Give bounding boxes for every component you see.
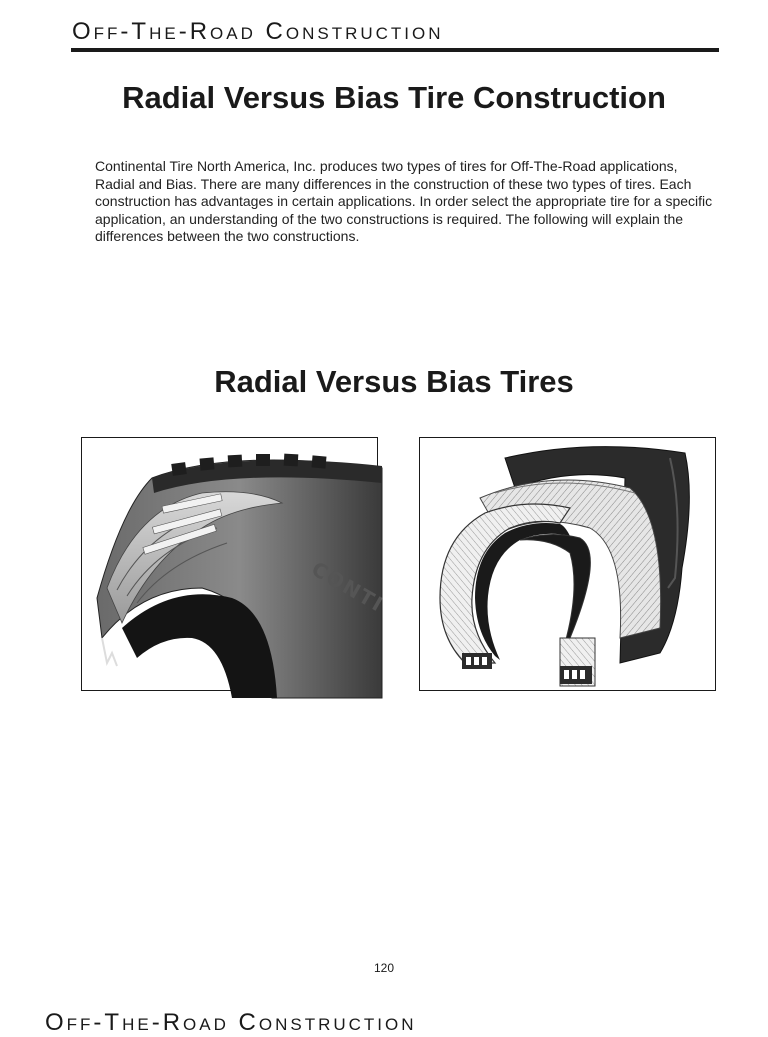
bias-tire-illustration (420, 438, 715, 690)
page-number: 120 (373, 961, 395, 975)
bead-bundle-right (560, 638, 595, 686)
footer-title: Off-The-Road Construction (45, 1009, 417, 1036)
document-title: Radial Versus Bias Tire Construction (122, 80, 666, 115)
header-title: Off-The-Road Construction (72, 18, 444, 45)
page-header (71, 16, 719, 52)
sidewall-lettering: CONTI (307, 556, 389, 618)
intro-paragraph: Continental Tire North America, Inc. produces two types of tires for Off-The-Road applications, Radial and Bias. There are many differences in the construction of these two types of tires. Each construction has advantages in certain applications. In order select the appropriate tire for a specific application, an understanding of the two constructions is required. The following will explain the differences between the two constructions. (95, 158, 713, 245)
section-title: Radial Versus Bias Tires (214, 364, 574, 399)
radial-tire-illustration (82, 438, 389, 690)
bead-bundle-left (462, 653, 492, 669)
bias-tire-figure (419, 437, 716, 691)
radial-tire-figure (81, 437, 389, 691)
